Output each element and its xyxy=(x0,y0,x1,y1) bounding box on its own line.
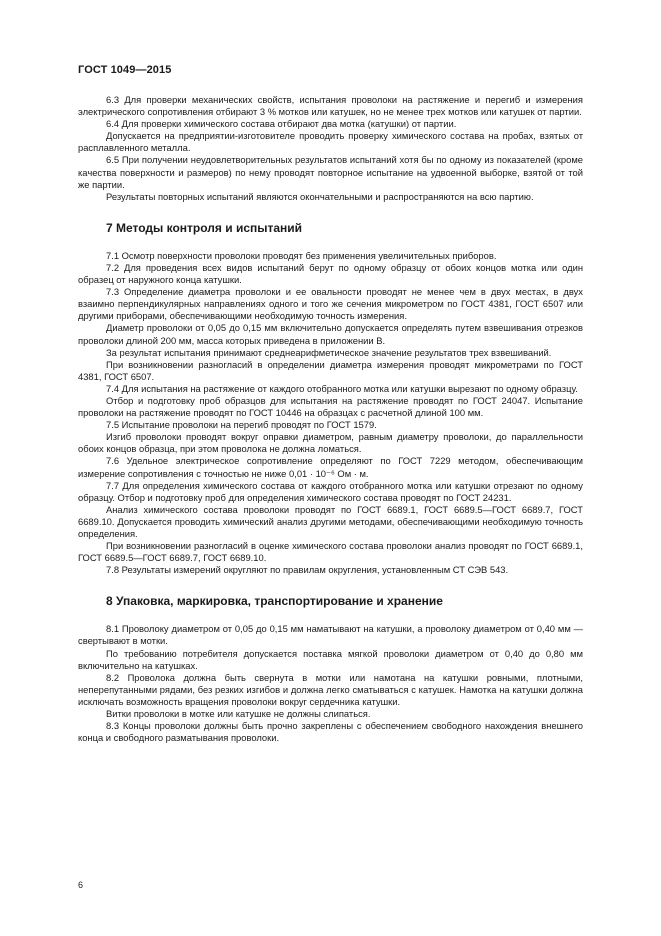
paragraph: Изгиб проволоки проводят вокруг оправки диаметром, равным диаметру проволоки, до параллельности обоих концов образца, при этом проволока не должна ломаться. xyxy=(78,431,583,455)
page-number: 6 xyxy=(78,880,84,890)
paragraph: Витки проволоки в мотке или катушке не должны слипаться. xyxy=(106,708,371,720)
section-7 xyxy=(78,250,583,577)
paragraph: 8.2 Проволока должна быть свернута в мотки или намотана на катушки ровными, плотными, неперепутанными рядами, без резких изгибов и должна легко сматываться с катушек. Намотка на катушки должна исключать возможность вращения проволоки вокруг сердечника катушки. xyxy=(78,671,583,707)
paragraph: 7.4 Для испытания на растяжение от каждого отобранного мотка или катушки вырезают по одному образцу. xyxy=(106,382,578,394)
page-content xyxy=(78,94,583,744)
paragraph: При возникновении разногласий в определении диаметра измерения проводят микрометрами по ГОСТ 4381, ГОСТ 6507. xyxy=(78,358,583,382)
paragraph: За результат испытания принимают среднеарифметическое значение результатов трех взвешиваний. xyxy=(106,346,552,358)
section-8 xyxy=(78,623,583,744)
paragraph: 7.5 Испытание проволоки на перегиб проводят по ГОСТ 1579. xyxy=(106,419,377,431)
paragraph: 8.3 Концы проволоки должны быть прочно закреплены с обеспечением свободного нахождения внешнего конца и свободного разматывания проволоки. xyxy=(78,720,583,744)
paragraph: 8.1 Проволоку диаметром от 0,05 до 0,15 мм наматывают на катушки, а проволоку диаметром от 0,40 мм — свертывают в мотки. xyxy=(78,623,583,647)
section-6-end xyxy=(78,94,583,203)
paragraph: Отбор и подготовку проб образцов для испытания на растяжение проводят по ГОСТ 24047. Испытание проволоки на растяжение проводят по ГОСТ 10446 на образцах с расчетной длиной 100 мм. xyxy=(78,394,583,419)
paragraph: Диаметр проволоки от 0,05 до 0,15 мм включительно допускается определять путем взвешивания отрезков проволоки длиной 200 мм, масса которых приведена в приложении В. xyxy=(78,322,583,346)
paragraph: При возникновении разногласий в оценке химического состава проволоки анализ проводят по ГОСТ 6689.1, ГОСТ 6689.5—ГОСТ 6689.7, ГОСТ 6689.10. xyxy=(78,540,583,564)
paragraph: 6.3 Для проверки механических свойств, испытания проволоки на растяжение и перегиб и измерения электрического сопротивления отбирают 3 % мотков или катушек, но не менее трех мотков или катушек от партии. xyxy=(78,94,583,118)
paragraph: 7.3 Определение диаметра проволоки и ее овальности проводят не менее чем в двух местах, в двух взаимно перпендикулярных направлениях одного и того же сечения микрометром по ГОСТ 4381, ГОСТ 6507 или другими приборами, обеспечивающими необходимую точность измерения. xyxy=(78,286,583,322)
paragraph: Анализ химического состава проволоки проводят по ГОСТ 6689.1, ГОСТ 6689.5—ГОСТ 6689.7, ГОСТ 6689.10. Допускается проводить химический анализ другими методами, обеспечивающими необходимую точность определения. xyxy=(78,503,583,539)
paragraph: 7.7 Для определения химического состава от каждого отобранного мотка или катушки отрезают по одному образцу. Отбор и подготовку проб для определения химического состава проводят по ГОСТ 24231. xyxy=(78,479,583,503)
section-8-heading: 8 Упаковка, маркировка, транспортирование и хранение xyxy=(106,594,443,609)
paragraph: Результаты повторных испытаний являются окончательными и распространяются на всю партию. xyxy=(106,190,534,202)
paragraph: 7.6 Удельное электрическое сопротивление определяют по ГОСТ 7229 методом, обеспечивающим измерение сопротивления с точностью не ниже 0,01 · 10⁻⁶ Ом · м. xyxy=(78,455,583,479)
paragraph: По требованию потребителя допускается поставка мягкой проволоки диаметром от 0,40 до 0,80 мм включительно на катушках. xyxy=(78,647,583,671)
paragraph: 7.2 Для проведения всех видов испытаний берут по одному образцу от обоих концов мотка или один образец от наружного конца катушки. xyxy=(78,261,583,286)
paragraph: 6.4 Для проверки химического состава отбирают два мотка (катушки) от партии. xyxy=(106,118,457,130)
paragraph: 7.8 Результаты измерений округляют по правилам округления, установленным СТ СЭВ 543. xyxy=(106,564,509,576)
paragraph: 6.5 При получении неудовлетворительных результатов испытаний хотя бы по одному из показателей (кроме качества поверхности и размеров) по нему проводят повторное испытание на удвоенной выборке, взятой от той же партии. xyxy=(78,154,583,190)
paragraph: Допускается на предприятии-изготовителе проводить проверку химического состава на пробах, взятых от расплавленного металла. xyxy=(78,130,583,154)
paragraph: 7.1 Осмотр поверхности проволоки проводят без применения увеличительных приборов. xyxy=(106,249,497,261)
section-7-heading: 7 Методы контроля и испытаний xyxy=(106,220,303,235)
document-header: ГОСТ 1049—2015 xyxy=(78,64,172,76)
